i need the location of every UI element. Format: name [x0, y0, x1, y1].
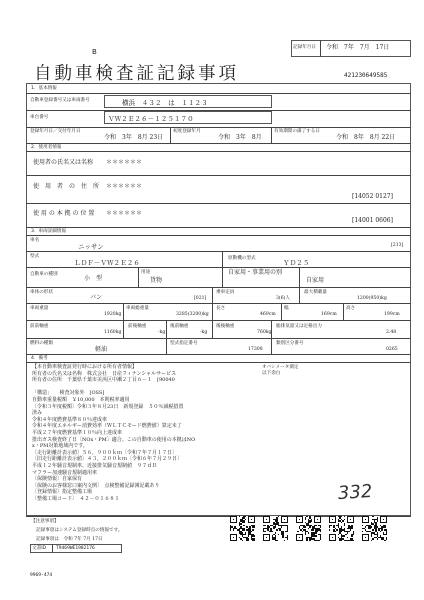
- kind-value: 小 型: [84, 275, 103, 282]
- remarks-line: 排出ガス検査終了日〔NOx・PM〕適合。この自動車の使用の本拠はNO: [32, 436, 196, 443]
- disp-value: 2.48: [386, 330, 397, 335]
- maker-value: ニッサン: [78, 243, 104, 251]
- remarks-line: 所有者の氏名又は名称 株式会社 日産フィナンシャルサービス: [32, 370, 177, 377]
- model-value: ＬＤＦ－ＶＷ２Ｅ２６: [74, 259, 140, 267]
- kind-label: 自動車の種別: [30, 272, 58, 277]
- remarks-line: 〔旧走行距離計表示値〕４３，２００ｋｍ〔令和６年７月２９日〕: [32, 456, 183, 463]
- class-no-label: 類別区分番号: [276, 341, 304, 346]
- remarks-line: 平成１２年騒音規制車、近接排気騒音規制値 ９７ｄＢ: [32, 462, 158, 469]
- section-vehicle: 3．車両詳細情報: [31, 229, 67, 234]
- base-location-value: ＊＊＊＊＊＊: [106, 210, 143, 217]
- date1-label: 登録年月日／交付年月日: [30, 129, 81, 134]
- reg-value: 横浜 ４３２ は １１２３: [122, 99, 208, 107]
- body-label: 車体の形状: [30, 290, 53, 295]
- user-address-label: 使 用 者 の 住 所: [33, 183, 100, 190]
- width-label: 幅: [284, 306, 289, 311]
- date3-value: 令和 8年 8月 22日: [336, 134, 396, 141]
- body-value: バン: [90, 294, 103, 301]
- model-label: 型式: [30, 254, 40, 259]
- remarks-lines: [32, 365, 262, 503]
- doc-id-label: 文書ID: [32, 546, 47, 551]
- purpose-label: 自家用・事業用の別: [228, 269, 283, 276]
- rf-label: 後前軸重: [170, 324, 189, 329]
- disp-label: 総排気量又は定格出力: [276, 324, 322, 329]
- width-value: 169cm: [321, 312, 337, 317]
- fuel-value: 軽油: [95, 346, 108, 353]
- use-value: 貨物: [150, 277, 163, 284]
- qr-code-5: [362, 516, 387, 541]
- maker-code: [213]: [391, 243, 404, 248]
- ff-value: 1160kg: [104, 330, 122, 335]
- weight-label: 車両重量: [30, 306, 49, 311]
- vin-label: 車台番号: [30, 115, 49, 120]
- record-date-label: 記録年月日: [293, 45, 316, 50]
- remarks-line: 所有者の住所 千葉県千葉市美浜区中瀬２丁目６－１ [90040: [32, 377, 175, 384]
- fr-value: -kg: [158, 330, 166, 335]
- notes-header: 【注意事項】: [31, 519, 59, 524]
- notes-line-2: 記録事項は 令和 7年 7月 17日: [36, 537, 103, 542]
- capacity-value: 3(6)人: [276, 296, 291, 301]
- base-location-label: 使 用 の 本 拠 の 位 置: [33, 210, 95, 217]
- doc-id-value: T9469WE1982176: [56, 546, 95, 551]
- user-address-code: [14052 0127]: [352, 193, 393, 200]
- class-no-value: 0265: [386, 347, 398, 352]
- base-location-code: [14001 0606]: [352, 217, 393, 224]
- b-mark: B: [92, 48, 97, 56]
- height-label: 高さ: [346, 306, 356, 311]
- remarks-side-note-1: オバシメータ測定: [262, 365, 299, 370]
- capacity-label: 乗車定員: [216, 290, 235, 295]
- qr-code-2: [263, 516, 288, 541]
- engine-label: 原動機の型式: [228, 256, 256, 261]
- weight-value: 1920kg: [104, 312, 122, 317]
- remarks-line: 済み: [32, 410, 43, 417]
- section-basic: 1．基本情報: [31, 86, 57, 91]
- remarks-line: 〔整備工場コード〕 ４２－０１６８１: [32, 495, 120, 502]
- gross-label: 車両総重量: [126, 306, 149, 311]
- type-no-value: 17308: [248, 347, 263, 352]
- maxload-value: 1200(950)kg: [357, 296, 387, 301]
- date3-label: 有効期間の満了する日: [274, 129, 320, 134]
- document-title: 自動車検査証記録事項: [34, 64, 239, 84]
- rf-value: -kg: [200, 330, 208, 335]
- qr-code-4: [329, 516, 354, 541]
- remarks-line: 令和４年度燃費基準８０％達成車: [32, 416, 108, 423]
- maker-label: 車名: [30, 238, 40, 243]
- ff-label: 前前軸重: [30, 324, 49, 329]
- reg-label: 自動車登録番号又は車両番号: [30, 98, 90, 103]
- remarks-line: 〔保険情報〕自家保有: [32, 476, 83, 483]
- remarks-line: マフラー加速騒音規制適用車: [32, 469, 98, 476]
- remarks-side-note-2: 以下余白: [262, 371, 281, 376]
- vin-value: ＶＷ２Ｅ２６－１２５１７０: [108, 115, 194, 123]
- rr-label: 後後軸重: [216, 324, 235, 329]
- fuel-label: 燃料の種類: [30, 341, 53, 346]
- height-value: 199cm: [384, 312, 400, 317]
- length-value: 469cm: [260, 312, 276, 317]
- private-value: 自家用: [306, 277, 325, 284]
- date2-value: 令和 3年 8月: [218, 134, 262, 141]
- remarks-line: 〔登録情報〕指定整備工場: [32, 489, 93, 496]
- type-no-label: 型式指定番号: [170, 341, 198, 346]
- use-label: 用途: [141, 270, 151, 275]
- record-date-value: 令和 7年 7月 17日: [326, 44, 390, 51]
- maxload-label: 最大積載量: [304, 290, 327, 295]
- date1-value: 令和 3年 8月 23日: [104, 134, 164, 141]
- qr-code-1: [230, 516, 255, 541]
- remarks-line: 〔保険のお客様窓口案内文例〕 点検整備記録簿記載あり: [32, 482, 160, 489]
- section-user: 2．使用者情報: [31, 145, 62, 150]
- section-remarks: 4．備考: [31, 356, 48, 361]
- user-address-value: ＊＊＊＊＊＊: [106, 183, 143, 190]
- engine-value: ＹＤ２５: [283, 259, 310, 267]
- user-name-label: 使用者の氏名又は名称: [33, 159, 94, 166]
- length-label: 長さ: [216, 306, 226, 311]
- remarks-line: 〔令和３年度税額〕令和３年８月23日 新規登録 ５０％減税措置: [32, 403, 184, 410]
- gross-value: 3285(3200)kg: [176, 312, 209, 317]
- notes-line-1: 記録事項はシステム登録時点の情報です。: [36, 528, 123, 533]
- document-number: 421230649585: [344, 72, 388, 79]
- remarks-line: 令和４年度エネルギー消費効率（ＷＬＴＣモード燃費値）算定未了: [32, 423, 182, 430]
- fr-label: 前後軸重: [128, 324, 147, 329]
- rr-value: 760kg: [257, 330, 272, 335]
- qr-code-3: [296, 516, 321, 541]
- remarks-line: 平成２７年度燃費基準１０％向上達成車: [32, 429, 123, 436]
- body-code: [021]: [194, 296, 207, 301]
- remarks-line: x・PM対策地域内です。: [32, 443, 88, 450]
- user-name-value: ＊＊＊＊＊＊: [106, 159, 143, 166]
- footer-code: 9969-474: [30, 573, 53, 578]
- remarks-line: 自動車重量税額 ￥10,000 本則税率適用: [32, 396, 130, 403]
- handwritten-number: 332: [337, 480, 374, 505]
- date2-label: 初度登録年月: [173, 129, 201, 134]
- remarks-line: 「構造」 検査対象外 [OSS]: [32, 390, 105, 397]
- remarks-line: 〔走行距離計表示値〕５６，９００ｋｍ〔令和７年７月１７日〕: [32, 449, 178, 456]
- remarks-line: 【本自動車検査証発行時における所有者情報】: [32, 364, 138, 370]
